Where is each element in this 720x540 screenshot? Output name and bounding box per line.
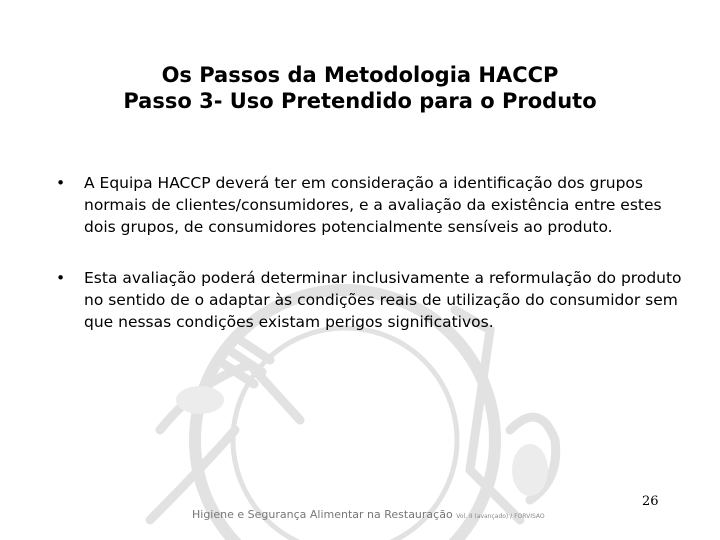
footer-text: Higiene e Segurança Alimentar na Restauração xyxy=(192,508,453,521)
slide-title xyxy=(40,62,680,114)
footer-small-text: Vol. II (avançado) / FORVISAO xyxy=(456,513,545,520)
bullet-item xyxy=(56,172,686,238)
bullet-icon: • xyxy=(56,269,66,287)
page-number: 26 xyxy=(642,494,659,509)
bullet-text: A Equipa HACCP deverá ter em consideração a identificação dos grupos normais de clientes/consumidores, e a avaliação da existência entre estes dois grupos, de consumidores potencialmente sensíveis ao produto. xyxy=(84,174,662,236)
bullet-item xyxy=(56,267,686,333)
footer xyxy=(192,508,545,521)
title-line-1: Os Passos da Metodologia HACCP xyxy=(161,63,559,87)
title-line-2: Passo 3- Uso Pretendido para o Produto xyxy=(123,89,597,113)
bullet-text: Esta avaliação poderá determinar inclusivamente a reformulação do produto no sentido de o adaptar às condições reais de utilização do consumidor sem que nessas condições existam perigos significativos. xyxy=(84,269,682,331)
bullet-list xyxy=(56,172,686,362)
bullet-icon: • xyxy=(56,174,66,192)
